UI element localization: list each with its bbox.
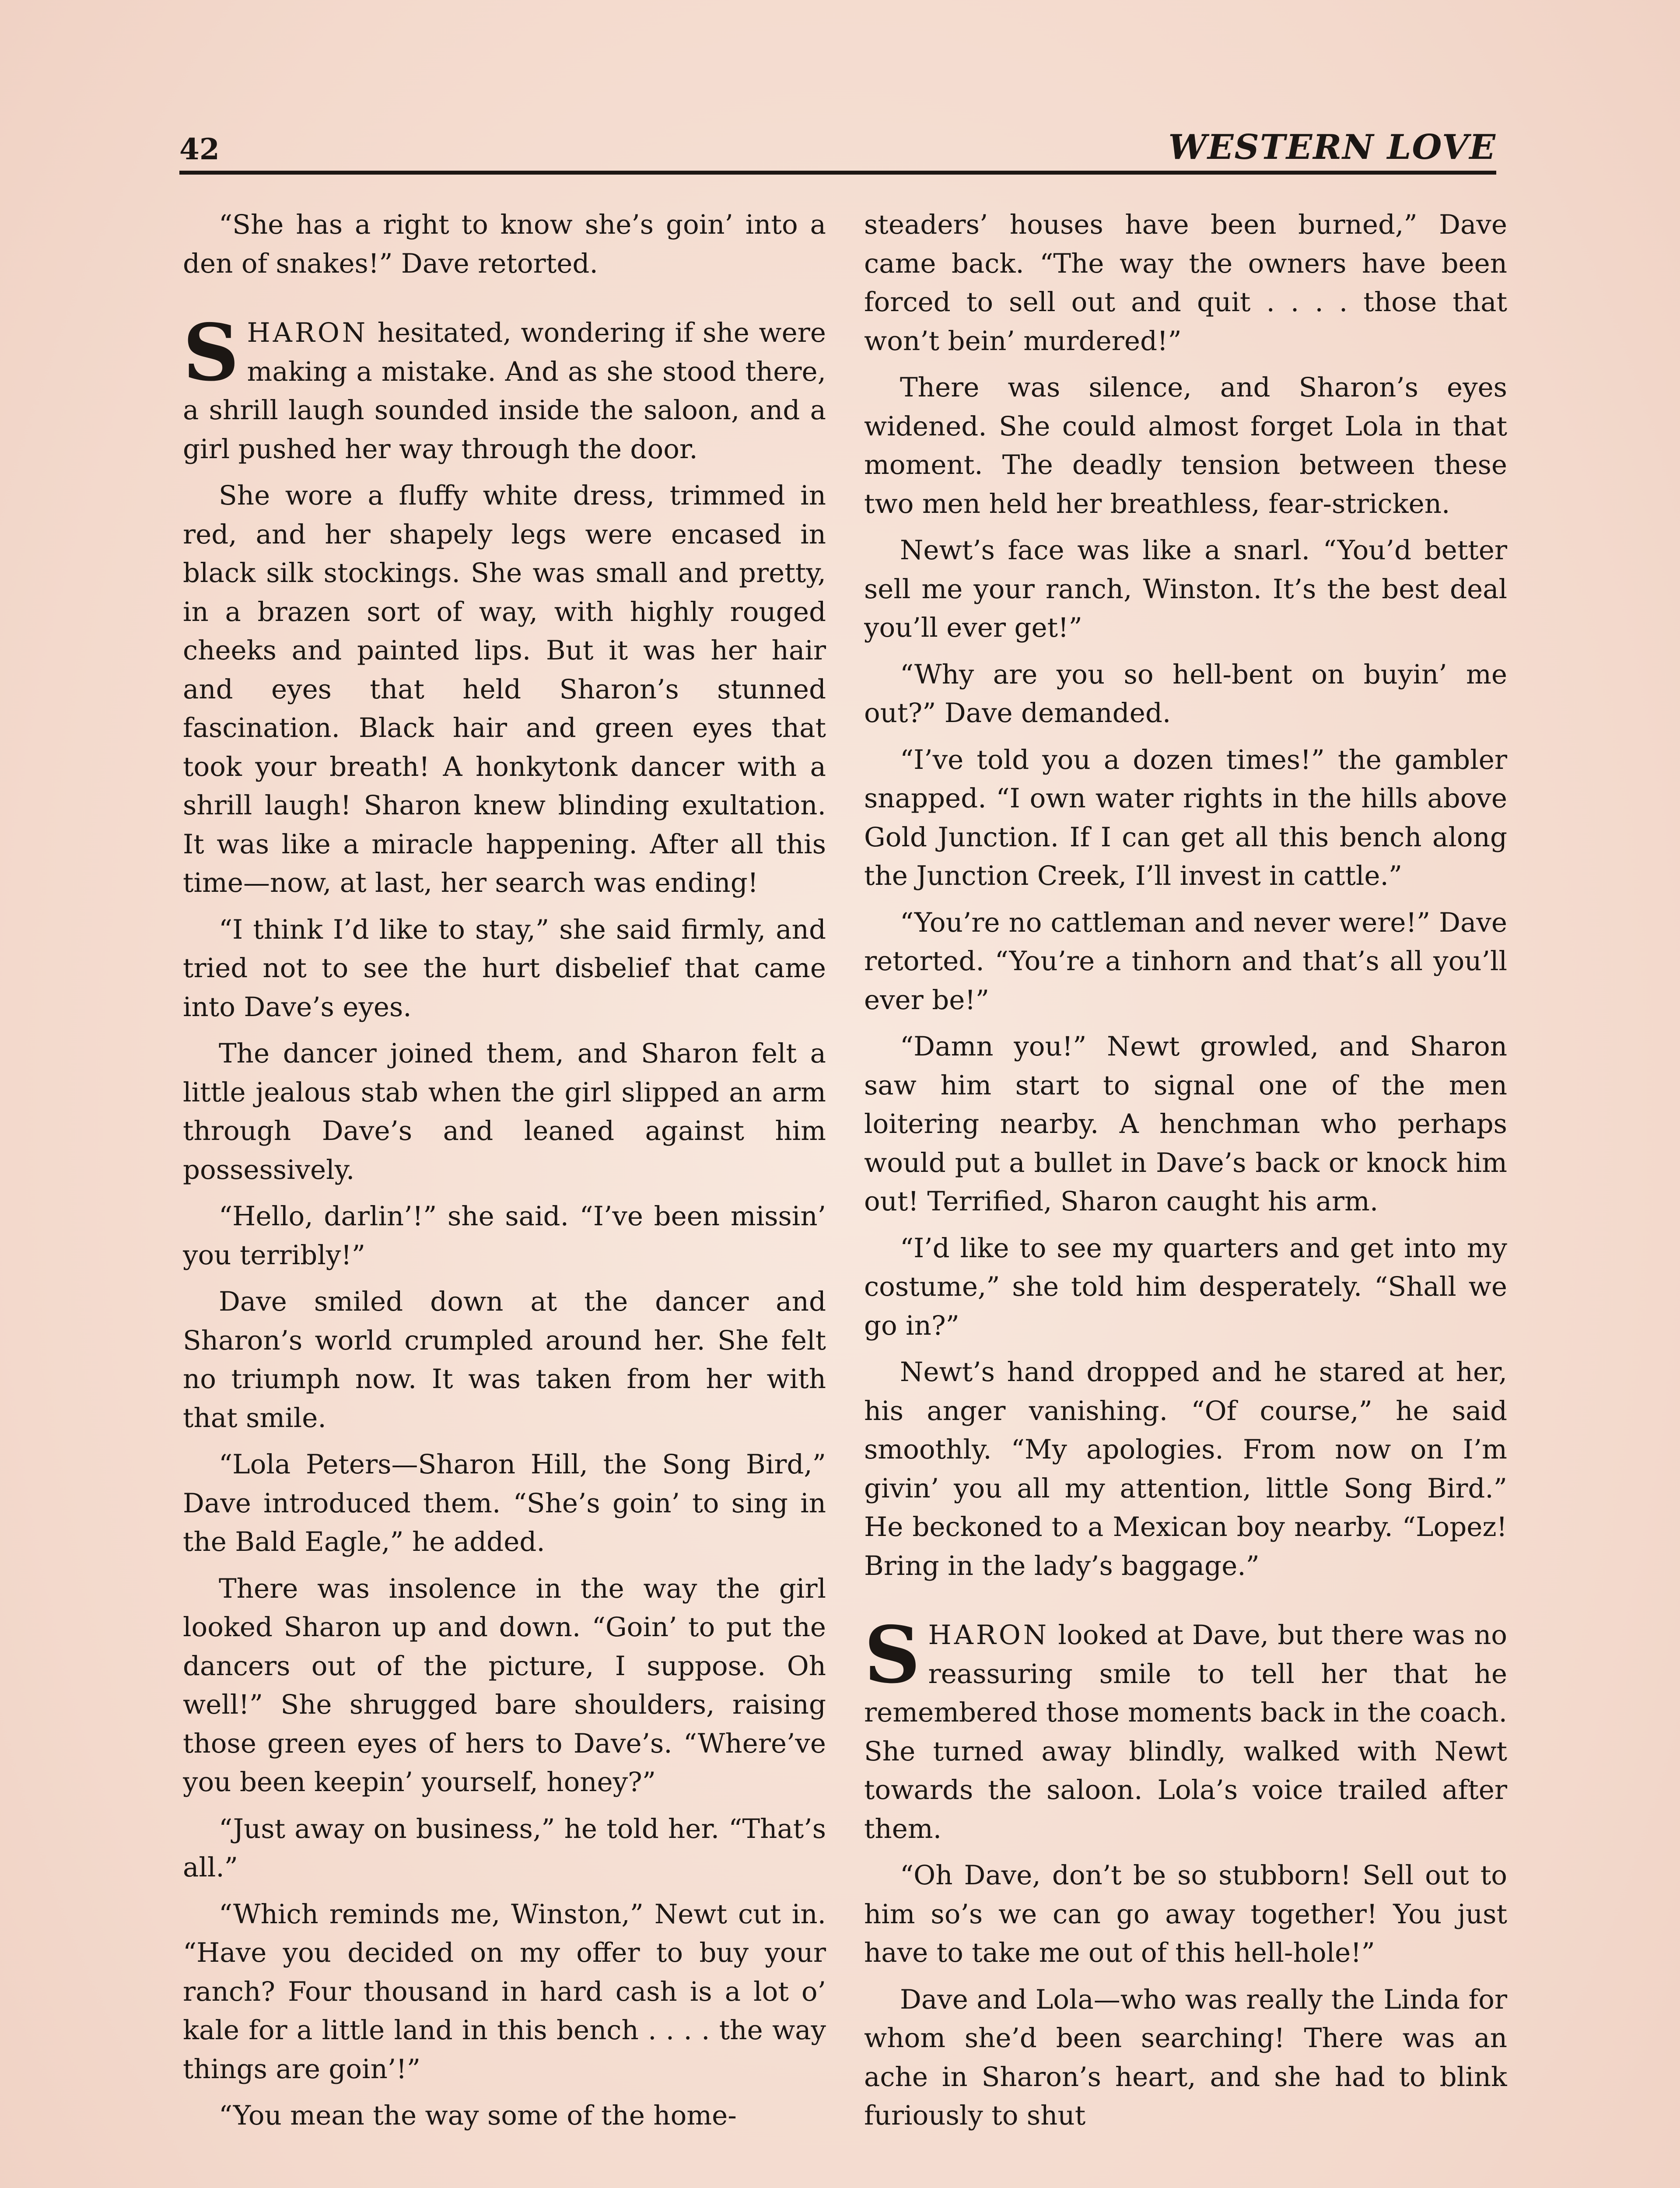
paragraph: “I think I’d like to stay,” she said firmly, and tried not to see the hurt disbelief that came into Dave’s eyes. [183,914,826,1023]
paragraph: The dancer joined them, and Sharon felt a little jealous stab when the girl slipped an arm through Dave’s and leaned against him possessively. [183,1038,826,1185]
paragraph: She wore a fluffy white dress, trimmed in red, and her shapely legs were encased in black silk stockings. She was small and pretty, in a brazen sort of way, with highly rouged cheeks and painted lips. But it was her hair and eyes that held Sharon’s stunned fascination. Black hair and green eyes that took your breath! A honkytonk dancer with a shrill laugh! Sharon knew blinding exultation. It was like a miracle happening. After all this time—now, at last, her search was ending! [183,480,826,898]
section-opening-paragraph [864,1609,1507,1848]
paragraph: “You mean the way some of the home- [219,2100,737,2131]
drop-cap: S [183,307,239,398]
paragraph: Newt’s face was like a snarl. “You’d better sell me your ranch, Winston. It’s the best deal you’ll ever get!” [864,535,1507,643]
paragraph: “Why are you so hell-bent on buyin’ me out?” Dave demanded. [864,659,1507,729]
small-caps-lead: HARON [247,317,368,348]
running-head: WESTERN LOVE [1168,127,1496,167]
paragraph: “I’ve told you a dozen times!” the gambler snapped. “I own water rights in the hills above Gold Junction. If I can get all this bench along the Junction Creek, I’ll invest in cattle.” [864,744,1507,891]
section-opening-paragraph [183,307,826,469]
paragraph-text: looked at Dave, but there was no reassuring smile to tell her that he remembered those moments back in the coach. She turned away blindly, walked with Newt towards the saloon. Lola’s voice trailed after them. [864,1620,1507,1844]
paragraph: “Oh Dave, don’t be so stubborn! Sell out to him so’s we can go away together! You just have to take me out of this hell-hole!” [864,1860,1507,1968]
paragraph: “Damn you!” Newt growled, and Sharon saw him start to signal one of the men loitering nearby. A henchman who perhaps would put a bullet in Dave’s back or knock him out! Terrified, Sharon caught his arm. [864,1031,1507,1217]
paragraph: “Lola Peters—Sharon Hill, the Song Bird,” Dave introduced them. “She’s goin’ to sing in the Bald Eagle,” he added. [183,1449,826,1557]
page-header [179,127,1496,175]
paragraph: “You’re no cattleman and never were!” Dave retorted. “You’re a tinhorn and that’s all you’ll ever be!” [864,907,1507,1016]
small-caps-lead: HARON [928,1620,1050,1651]
paragraph: There was insolence in the way the girl looked Sharon up and down. “Goin’ to put the dancers out of the picture, I suppose. Oh well!” She shrugged bare shoulders, raising those green eyes of hers to Dave’s. “Where’ve you been keepin’ yourself, honey?” [183,1573,826,1798]
paragraph: “Just away on business,” he told her. “That’s all.” [183,1813,826,1883]
paragraph: “Hello, darlin’!” she said. “I’ve been missin’ you terribly!” [183,1201,826,1271]
paragraph-text: hesitated, wondering if she were making a mistake. And as she stood there, a shrill laugh sounded inside the saloon, and a girl pushed her way through the door. [183,317,826,465]
paragraph: “Which reminds me, Winston,” Newt cut in. “Have you decided on my offer to buy your ranch? Four thousand in hard cash is a lot o’ kale for a little land in this bench . . . . the way things are goin’!” [183,1898,826,2085]
paragraph: Dave and Lola—who was really the Linda for whom she’d been searching! There was an ache in Sharon’s heart, and she had to blink furiously to shut [864,1984,1507,2131]
paragraph: steaders’ houses have been burned,” Dave came back. “The way the owners have been forced to sell out and quit . . . . those that won’t bein’ murdered!” [864,209,1507,357]
paragraph: “I’d like to see my quarters and get into my costume,” she told him desperately. “Shall we go in?” [864,1232,1507,1341]
paragraph: “She has a right to know she’s goin’ into a den of snakes!” Dave retorted. [183,209,826,279]
page-number: 42 [179,132,220,166]
drop-cap: S [864,1609,920,1701]
right-text-column [864,206,1507,2188]
paragraph: Dave smiled down at the dancer and Sharon’s world crumpled around her. She felt no triumph now. It was taken from her with that smile. [183,1286,826,1434]
paragraph: Newt’s hand dropped and he stared at her, his anger vanishing. “Of course,” he said smoothly. “My apologies. From now on I’m givin’ you all my attention, little Song Bird.” He beckoned to a Mexican boy nearby. “Lopez! Bring in the lady’s baggage.” [864,1357,1507,1581]
left-text-column [183,206,826,2188]
paragraph: There was silence, and Sharon’s eyes widened. She could almost forget Lola in that moment. The deadly tension between these two men held her breathless, fear-stricken. [864,372,1507,519]
